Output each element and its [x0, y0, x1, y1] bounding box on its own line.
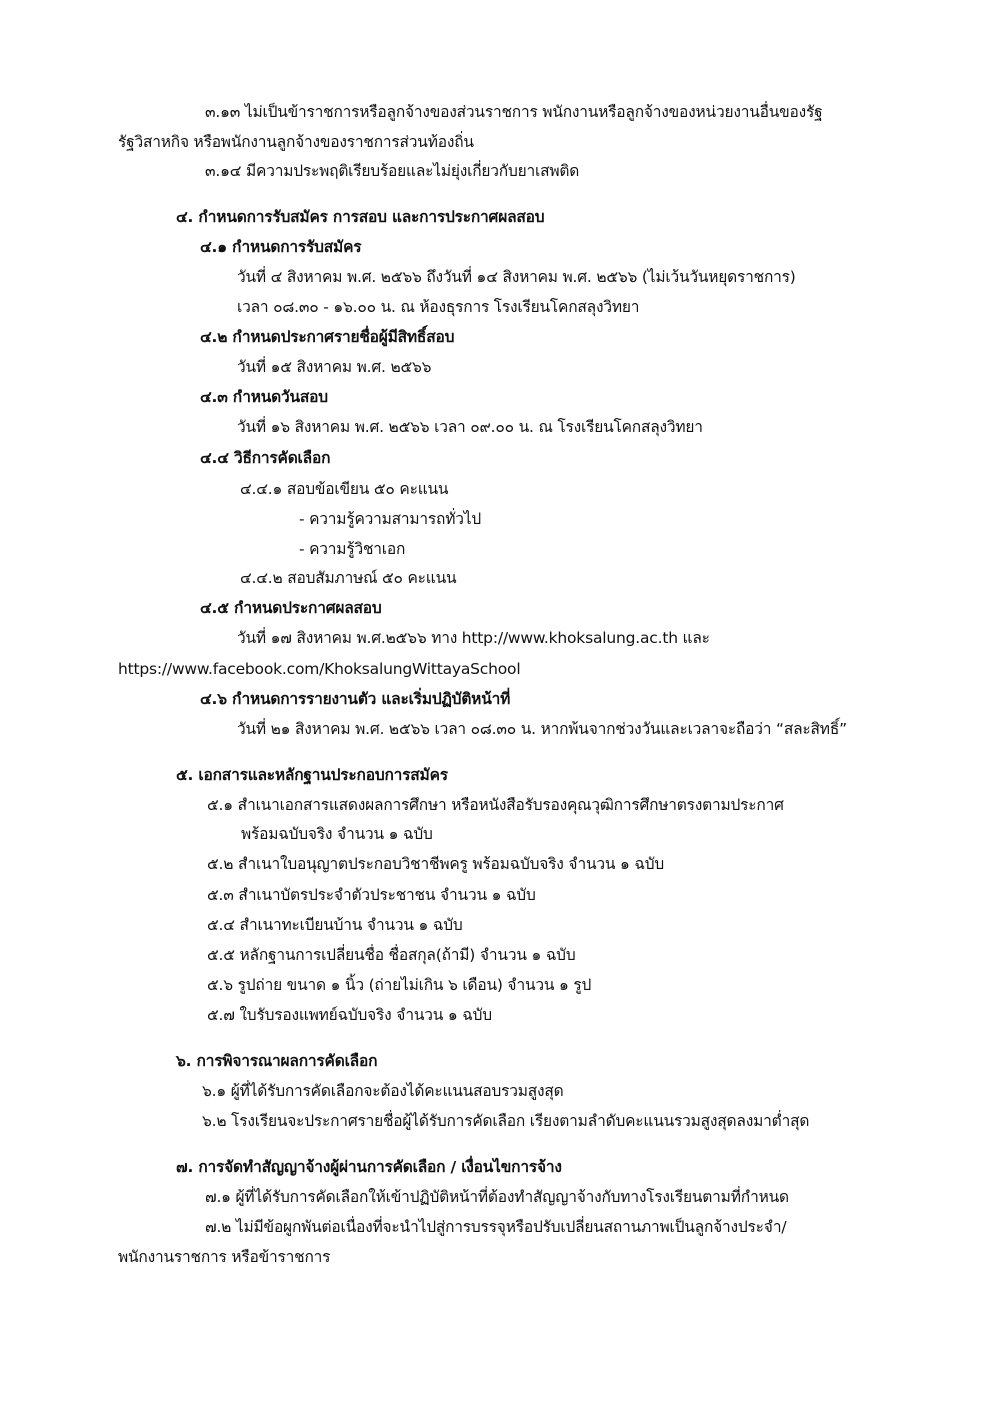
subsection-4-6-heading: ๔.๖ กำหนดการรายงานตัว และเริ่มปฏิบัติหน้าที่ [200, 690, 511, 708]
document-5-1: ๕.๑ สำเนาเอกสารแสดงผลการศึกษา หรือหนังสือรับรองคุณวุฒิการศึกษาตรงตามประกาศ [207, 796, 784, 814]
document-5-2: ๕.๒ สำเนาใบอนุญาตประกอบวิชาชีพครู พร้อมฉบับจริง จำนวน ๑ ฉบับ [207, 855, 664, 873]
contract-7-2-continued: พนักงานราชการ หรือข้าราชการ [118, 1248, 331, 1266]
interview-item: ๔.๔.๒ สอบสัมภาษณ์ ๕๐ คะแนน [240, 569, 457, 587]
selection-6-2: ๖.๒ โรงเรียนจะประกาศรายชื่อผู้ได้รับการคัดเลือก เรียงตามลำดับคะแนนรวมสูงสุดลงมาต่ำสุด [202, 1112, 810, 1130]
major-knowledge-item: - ความรู้วิชาเอก [299, 540, 406, 558]
exam-date-place: วันที่ ๑๖ สิงหาคม พ.ศ. ๒๕๖๖ เวลา ๐๙.๐๐ น. ณ โรงเรียนโคกสลุงวิทยา [237, 418, 703, 436]
clause-3-13-continued: รัฐวิสาหกิจ หรือพนักงานลูกจ้างของราชการส่วนท้องถิ่น [118, 133, 474, 151]
section-7-heading: ๗. การจัดทำสัญญาจ้างผู้ผ่านการคัดเลือก / เงื่อนไขการจ้าง [176, 1158, 562, 1176]
written-exam-item: ๔.๔.๑ สอบข้อเขียน ๕๐ คะแนน [240, 480, 449, 498]
contract-7-1: ๗.๑ ผู้ที่ได้รับการคัดเลือกให้เข้าปฏิบัติหน้าที่ต้องทำสัญญาจ้างกับทางโรงเรียนตามที่กำหนด [205, 1188, 789, 1206]
document-5-7: ๕.๗ ใบรับรองแพทย์ฉบับจริง จำนวน ๑ ฉบับ [207, 1006, 492, 1024]
contract-7-2: ๗.๒ ไม่มีข้อผูกพันต่อเนื่องที่จะนำไปสู่การบรรจุหรือปรับเปลี่ยนสถานภาพเป็นลูกจ้างประจำ/ [205, 1218, 787, 1236]
document-5-5: ๕.๕ หลักฐานการเปลี่ยนชื่อ ชื่อสกุล(ถ้ามี) จำนวน ๑ ฉบับ [207, 946, 576, 964]
application-time-place: เวลา ๐๘.๓๐ - ๑๖.๐๐ น. ณ ห้องธุรการ โรงเรียนโคกสลุงวิทยา [237, 298, 640, 316]
subsection-4-4-heading: ๔.๔ วิธีการคัดเลือก [200, 449, 331, 467]
document-5-3: ๕.๓ สำเนาบัตรประจำตัวประชาชน จำนวน ๑ ฉบับ [207, 886, 536, 904]
facebook-url: https://www.facebook.com/KhoksalungWittayaSchool [118, 660, 521, 678]
general-knowledge-item: - ความรู้ความสามารถทั่วไป [299, 510, 481, 528]
selection-6-1: ๖.๑ ผู้ที่ได้รับการคัดเลือกจะต้องได้คะแนนสอบรวมสูงสุด [202, 1082, 564, 1100]
subsection-4-2-heading: ๔.๒ กำหนดประกาศรายชื่อผู้มีสิทธิ์สอบ [200, 328, 455, 346]
clause-3-14: ๓.๑๔ มีความประพฤติเรียบร้อยและไม่ยุ่งเกี่ยวกับยาเสพติด [205, 162, 580, 180]
document-5-1-continued: พร้อมฉบับจริง จำนวน ๑ ฉบับ [241, 825, 433, 843]
report-date-time: วันที่ ๒๑ สิงหาคม พ.ศ. ๒๕๖๖ เวลา ๐๘.๓๐ น. หากพ้นจากช่วงวันและเวลาจะถือว่า “สละสิทธิ์” [237, 720, 847, 738]
subsection-4-3-heading: ๔.๓ กำหนดวันสอบ [200, 388, 328, 406]
eligible-list-date: วันที่ ๑๕ สิงหาคม พ.ศ. ๒๕๖๖ [237, 358, 432, 376]
application-dates: วันที่ ๔ สิงหาคม พ.ศ. ๒๕๖๖ ถึงวันที่ ๑๔ สิงหาคม พ.ศ. ๒๕๖๖ (ไม่เว้นวันหยุดราชการ) [237, 268, 796, 286]
section-4-heading: ๔. กำหนดการรับสมัคร การสอบ และการประกาศผลสอบ [176, 208, 545, 226]
subsection-4-5-heading: ๔.๕ กำหนดประกาศผลสอบ [200, 599, 382, 617]
document-5-6: ๕.๖ รูปถ่าย ขนาด ๑ นิ้ว (ถ่ายไม่เกิน ๖ เดือน) จำนวน ๑ รูป [207, 976, 592, 994]
section-5-heading: ๕. เอกสารและหลักฐานประกอบการสมัคร [176, 766, 448, 784]
document-5-4: ๕.๔ สำเนาทะเบียนบ้าน จำนวน ๑ ฉบับ [207, 916, 463, 934]
clause-3-13: ๓.๑๓ ไม่เป็นข้าราชการหรือลูกจ้างของส่วนราชการ พนักงานหรือลูกจ้างของหน่วยงานอื่นของรัฐ [205, 103, 823, 121]
result-announcement-date: วันที่ ๑๗ สิงหาคม พ.ศ.๒๕๖๖ ทาง http://www.khoksalung.ac.th และ [237, 629, 710, 647]
section-6-heading: ๖. การพิจารณาผลการคัดเลือก [176, 1052, 378, 1070]
subsection-4-1-heading: ๔.๑ กำหนดการรับสมัคร [200, 238, 362, 256]
